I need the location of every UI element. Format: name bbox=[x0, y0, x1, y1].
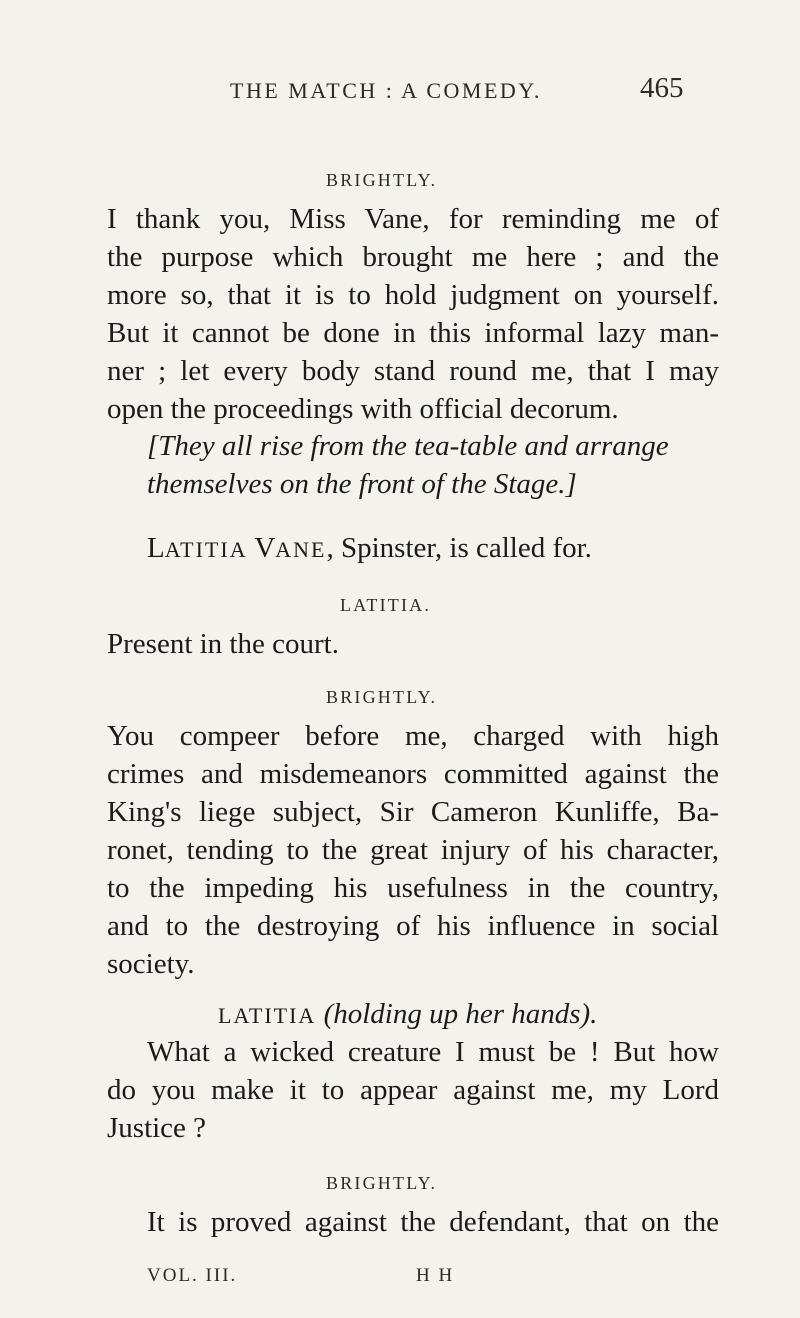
text-line: to the impeding his usefulness in the country, bbox=[107, 872, 719, 904]
running-title: THE MATCH : A COMEDY. bbox=[230, 78, 542, 103]
text-line: But it cannot be done in this informal lazy man- bbox=[107, 317, 719, 349]
text-line: It is proved against the defendant, that on the bbox=[147, 1206, 719, 1238]
speaker-label: BRIGHTLY. bbox=[326, 1173, 438, 1193]
speaker-label: LATITIA. bbox=[340, 595, 432, 615]
announcement-line bbox=[147, 532, 592, 565]
speaker-label: BRIGHTLY. bbox=[326, 170, 438, 190]
text-line: more so, that it is to hold judgment on yourself. bbox=[107, 279, 719, 311]
speaker-with-direction bbox=[218, 998, 597, 1031]
text-line: ner ; let every body stand round me, that I may bbox=[107, 355, 719, 387]
text-line: open the proceedings with official decorum. bbox=[107, 393, 619, 425]
stage-direction: (holding up her hands). bbox=[323, 998, 598, 1030]
signature-mark: H H bbox=[416, 1265, 455, 1286]
volume-mark: VOL. III. bbox=[147, 1265, 238, 1286]
name-initial: V bbox=[254, 532, 276, 564]
page-number: 465 bbox=[640, 72, 684, 104]
speaker-label: LATITIA bbox=[218, 1003, 317, 1028]
stage-direction-line: themselves on the front of the Stage.] bbox=[147, 468, 577, 500]
text-line: Justice ? bbox=[107, 1112, 207, 1144]
name-smallcaps: ANE bbox=[275, 537, 327, 562]
announcement-rest: , Spinster, is called for. bbox=[326, 532, 592, 564]
text-line: King's liege subject, Sir Cameron Kunliffe, Ba- bbox=[107, 796, 719, 828]
text-line: ronet, tending to the great injury of his character, bbox=[107, 834, 719, 866]
text-line: You compeer before me, charged with high bbox=[107, 720, 719, 752]
name-smallcaps: ATITIA bbox=[164, 537, 248, 562]
stage-direction-line: [They all rise from the tea-table and arrange bbox=[147, 430, 669, 462]
text-line: the purpose which brought me here ; and the bbox=[107, 241, 719, 273]
text-line: do you make it to appear against me, my Lord bbox=[107, 1074, 719, 1106]
text-line: crimes and misdemeanors committed against the bbox=[107, 758, 719, 790]
speaker-label: BRIGHTLY. bbox=[326, 687, 438, 707]
name-initial: L bbox=[147, 532, 165, 564]
text-line: and to the destroying of his influence in social bbox=[107, 910, 719, 942]
text-line: Present in the court. bbox=[107, 628, 339, 660]
text-line: What a wicked creature I must be ! But how bbox=[147, 1036, 719, 1068]
text-line: I thank you, Miss Vane, for reminding me of bbox=[107, 203, 719, 235]
text-line: society. bbox=[107, 948, 195, 980]
